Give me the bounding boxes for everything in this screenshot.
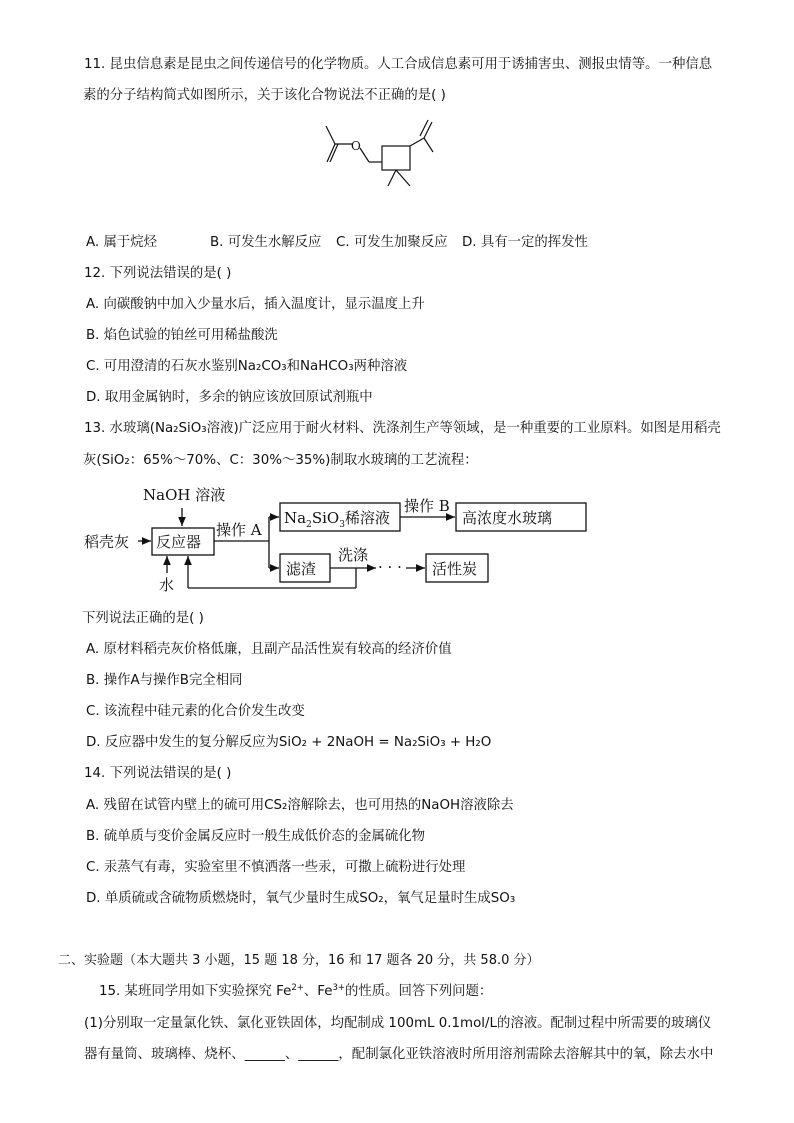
q15-part1-line1: (1)分别取一定量氯化铁、氯化亚铁固体，均配制成 100mL 0.1mol/L的溶液。配制过程中所需要的玻璃仪 xyxy=(84,1016,712,1031)
q12-stem: 12. 下列说法错误的是( ) xyxy=(84,266,232,281)
q13-option-b: B. 操作A与操作B完全相同 xyxy=(86,673,243,688)
q15-stem: 15. 某班同学用如下实验探究 $Fe^{2+}$、$Fe^{3+}$的性质。回答下列问题： xyxy=(99,983,493,999)
naoh-solution-label: NaOH 溶液 xyxy=(143,486,226,504)
q12-option-c: C. 可用澄清的石灰水鉴别Na₂CO₃和NaHCO₃两种溶液 xyxy=(86,359,408,374)
q14-option-a: A. 残留在试管内壁上的硫可用CS₂溶解除去，也可用热的NaOH溶液除去 xyxy=(86,798,514,813)
filter-residue-label: 滤渣 xyxy=(286,560,317,578)
dilute-solution-label: $Na_2SiO_3$稀溶液 xyxy=(284,509,390,530)
section-2-heading: 二、实验题（本大题共 3 小题，15 题 18 分，16 和 17 题各 20 分，共 58.0 分） xyxy=(58,953,540,968)
q13-option-c: C. 该流程中硅元素的化合价发生改变 xyxy=(86,704,305,719)
q13-option-d: D. 反应器中发生的复分解反应为SiO₂ + 2NaOH = Na₂SiO₃ + H₂O xyxy=(86,735,492,750)
q15-part1-line2: 器有量筒、玻璃棒、烧杯、______、______，配制氯化亚铁溶液时所用溶剂需除去溶解其中的氧，除去水中 xyxy=(84,1047,714,1062)
activated-carbon-label: 活性炭 xyxy=(432,560,478,578)
q13-question: 下列说法正确的是( ) xyxy=(82,611,204,626)
q14-stem: 14. 下列说法错误的是( ) xyxy=(84,766,232,781)
q11-option-c: C. 可发生加聚反应 xyxy=(336,235,448,250)
q13-stem-line1: 13. 水玻璃(Na₂SiO₃溶液)广泛应用于耐火材料、洗涤剂生产等领域，是一种重要的工业原料。如图是用稻壳 xyxy=(84,421,721,436)
q13-option-a: A. 原材料稻壳灰价格低廉，且副产品活性炭有较高的经济价值 xyxy=(86,642,452,657)
reactor-label: 反应器 xyxy=(156,533,202,551)
q11-molecule-structure xyxy=(316,118,456,198)
q11-stem-line1: 11. 昆虫信息素是昆虫之间传递信号的化学物质。人工合成信息素可用于诱捕害虫、测报虫情等。一种信息 xyxy=(84,57,713,72)
operation-b-label: 操作 B xyxy=(404,497,450,515)
answer-blank-2[interactable]: ______ xyxy=(298,1047,339,1062)
q12-option-b: B. 焰色试验的铂丝可用稀盐酸洗 xyxy=(86,328,278,343)
q11-option-a: A. 属于烷烃 xyxy=(86,235,157,250)
q12-option-d: D. 取用金属钠时，多余的钠应该放回原试剂瓶中 xyxy=(86,390,373,405)
operation-a-label: 操作 A xyxy=(216,521,262,539)
q14-option-b: B. 硫单质与变价金属反应时一般生成低价态的金属硫化物 xyxy=(86,829,426,844)
high-concentration-water-glass-label: 高浓度水玻璃 xyxy=(462,509,553,527)
q12-option-a: A. 向碳酸钠中加入少量水后，插入温度计，显示温度上升 xyxy=(86,297,425,312)
q14-option-c: C. 汞蒸气有毒，实验室里不慎洒落一些汞，可撒上硫粉进行处理 xyxy=(86,860,466,875)
q11-stem-line2: 素的分子结构简式如图所示，关于该化合物说法不正确的是( ) xyxy=(83,88,446,103)
water-label: 水 xyxy=(159,576,175,594)
q14-option-d: D. 单质硫或含硫物质燃烧时，氧气少量时生成SO₂，氧气足量时生成SO₃ xyxy=(86,891,516,906)
ellipsis-label: · · · xyxy=(378,558,402,576)
q11-option-d: D. 具有一定的挥发性 xyxy=(462,235,588,250)
rice-husk-ash-label: 稻壳灰 xyxy=(84,533,130,551)
q13-process-flowchart xyxy=(80,480,590,595)
answer-blank-1[interactable]: ______ xyxy=(244,1047,285,1062)
molecule-oxygen-atom: O xyxy=(351,139,361,153)
washing-label: 洗涤 xyxy=(338,546,369,564)
q11-option-b: B. 可发生水解反应 xyxy=(210,235,322,250)
q13-stem-line2: 灰(SiO₂：65%～70%、C：30%～35%)制取水玻璃的工艺流程： xyxy=(83,453,478,468)
